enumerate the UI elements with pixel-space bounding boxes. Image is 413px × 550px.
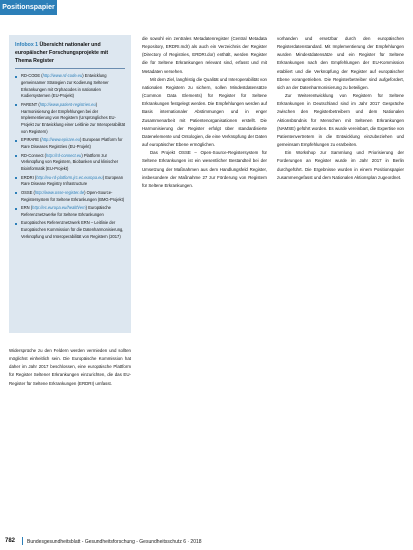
infobox-item: RD-CODE (http://www.rd-code.eu) Entwicklung gemeinsamer Strategien zur Kodierung Seltener Erkrankungen mit Orphacodes in nationalen Kodiersystemen (EU-Projekt) [15, 73, 125, 100]
infobox-item-link[interactable]: http://www.osse-register.de [34, 189, 85, 195]
infobox-heading: Übersicht nationaler und europäischer Forschungsprojekte mit Thema Register [15, 42, 109, 64]
body-paragraph: die sowohl ein zentrales Metadatenregister (Central Metadata Repository, ERDRI.mdr) als auch ein Verzeichnis der Register (Directory of Registries, ERDRI.dor) enthält, werden Register die für Seltene Erkrankungen relevant sind, erfasst und mit Metadaten versehen. [142, 36, 267, 74]
column-1 [9, 35, 131, 388]
infobox-item-text: European Platform for Rare Diseases Registries (EU-Projekt) [21, 137, 123, 150]
infobox-title [15, 41, 125, 69]
infobox-item: Europäisches Referenznetzwerk ERN – Leitlinie der Europäischen Kommission für die Datenharmonisierung, Verknüpfung und Interoperabilität von Registern (2017) [15, 220, 125, 240]
infobox-item-name: ERN [21, 204, 30, 210]
infobox-item-link[interactable]: http://rd-connect.eu [46, 152, 82, 158]
infobox-item-name: EPIRARE [21, 137, 39, 143]
infobox-item: RD-Connect (http://rd-connect.eu) Plattform zur Verknüpfung von Registern, Biobanken und klinischer Bioinformatik (EU-Projekt) [15, 153, 125, 173]
infobox-item-text: Plattform zur Verknüpfung von Registern, Biobanken und klinischer Bioinformatik (EU-Projekt) [21, 152, 119, 172]
body-paragraph: Zur Weiterentwicklung von Registern für Seltene Erkrankungen in Deutschland sind im Jahr 2017 Gespräche zwischen den Registerbetreibern und dem Nationalen Aktionsbündnis für Menschen mit Seltenen Erkrankungen (NAMSE) geführt worden. Es wurde vereinbart, die Expertise von Patientenvertretern in die Entwicklung einzubeziehen und gemeinsam Empfehlungen zu erarbeiten. [277, 93, 404, 148]
infobox-item: ERN (http://ec.europa.eu/health/ern) Europäische Referenznetzwerke für Seltene Erkrankungen [15, 205, 125, 219]
infobox-item-text: Harmonisierung der Empfehlungen bei der Implementierung von Registern (Ursprüngliches EU-Projekt zur Entwicklung einer Leitlinie zur Interoperabilität von Registern) [21, 108, 125, 134]
infobox-item-text: Open-Source-Registersystem für Seltene Erkrankungen (BMG-Projekt) [21, 189, 125, 202]
infobox-item: EPIRARE (http://www.epirare.eu) European Platform for Rare Diseases Registries (EU-Projekt) [15, 137, 125, 151]
body-paragraph: Widersprüche zu den Feldern werden vermieden und sollten möglichst einheitlich sein. Die Europäische Kommission hat daher im Jahr 2017 beschlossen, eine europäische Plattform für Register Seltener Erkrankungen einzurichten, die das EU-Register für Seltene Erkrankungen (ERDRI) umfasst. [9, 348, 131, 386]
page-body [9, 35, 405, 530]
infobox-item-link[interactable]: http://www.rd-code.eu [42, 73, 83, 78]
infobox-item-name: Europäisches Referenznetzwerk ERN [21, 220, 90, 226]
infobox-item: OSSE (http://www.osse-register.de) Open-Source-Registersystem für Seltene Erkrankungen (BMG-Projekt) [15, 190, 125, 204]
infobox-item-link[interactable]: http://ec.europa.eu/health/ern [32, 204, 86, 210]
infobox-item-text: Entwicklung gemeinsamer Strategien zur Kodierung Seltener Erkrankungen mit Orphacodes in nationalen Kodiersystemen (EU-Projekt) [21, 73, 109, 99]
body-paragraph: Das Projekt OSSE – Open-Source-Registersystem für Seltene Erkrankungen ist ein wesentlicher Bestandteil bei der Umsetzung der Maßnahmen aus dem Handlungsfeld Register, insbesondere der Maßnahme 27 zur Förderung von Registern für Seltene Erkrankungen. [142, 150, 267, 188]
infobox-item-name: PARENT [21, 101, 38, 107]
page-number: 782 [5, 538, 16, 544]
infobox-item-link[interactable]: http://www.epirare.eu [41, 137, 80, 143]
infobox-item-link[interactable]: http://www.patient-registries.eu [39, 101, 96, 107]
infobox-item: ERDRI (http://eu-rd-platform.jrc.ec.europa.eu) European Rare Disease Registry Infrastructure [15, 175, 125, 189]
infobox-label: Infobox 1 [15, 42, 39, 48]
body-paragraph: vorhanden und ersetzbar durch den europäischen Registerdatenstandard. Mit Implementierung der Empfehlungen wurden Mindestdatensätze und ein Register für Seltene Erkrankungen nach den Empfehlungen der EU-Kommission etabliert und die Verknüpfung der Register auf europäischer Ebene vorangetrieben. Die Registerbetreiber sind aufgefordert, sich an der Datenharmonisierung zu beteiligen. [277, 36, 404, 90]
infobox [9, 35, 131, 333]
page-footer [0, 536, 413, 550]
journal-citation: Bundesgesundheitsblatt - Gesundheitsforschung - Gesundheitsschutz 6 · 2018 [27, 539, 202, 545]
column-3 [277, 35, 404, 182]
infobox-item-name: RD-Connect [21, 152, 44, 158]
infobox-item-link[interactable]: http://eu-rd-platform.jrc.ec.europa.eu [36, 174, 103, 180]
infobox-item-name: OSSE [21, 189, 33, 195]
infobox-item-text: European Rare Disease Registry Infrastructure [21, 174, 123, 187]
body-paragraph: Ein Workshop zur Sammlung und Priorisierung der Forderungen an Register wurde im Jahr 2017 in Berlin durchgeführt. Die Ergebnisse wurden in einem Positionspapier zusammengefasst und dem Nationalen Aktionsplan zugeordnet. [277, 150, 404, 180]
footer-separator [22, 537, 23, 545]
body-paragraph: Mit dem Ziel, langfristig die Qualität und Interoperabilität von nationalen Registern zu sichern, sollen Mindestdatensätze (Common Data Elements) für Register für Seltene Erkrankungen festgelegt werden. Die Empfehlungen werden auf Basis internationaler Abstimmungen und in enger Zusammenarbeit mit Patientenorganisationen erstellt. Die Harmonisierung der Register erfolgt über standardisierte Datenelemente und Ontologien, die eine Verknüpfung der Daten auf europäischer Ebene ermöglichen. [142, 76, 267, 148]
infobox-list [15, 73, 125, 240]
infobox-item-text: Europäische Referenznetzwerke für Seltene Erkrankungen [21, 204, 111, 217]
column-2 [142, 35, 267, 190]
infobox-item-name: ERDRI [21, 174, 34, 180]
infobox-item-text: Leitlinie der Europäischen Kommission für die Datenharmonisierung, Verknüpfung und Interoperabilität von Registern (2017) [21, 220, 124, 239]
infobox-item-name: RD-CODE [21, 73, 41, 78]
section-tab: Positionspapier [0, 0, 57, 15]
column-1-text [9, 347, 131, 388]
infobox-item: PARENT (http://www.patient-registries.eu) Harmonisierung der Empfehlungen bei der Implementierung von Registern (Ursprüngliches EU-Projekt zur Entwicklung einer Leitlinie zur Interoperabilität von Registern) [15, 102, 125, 136]
